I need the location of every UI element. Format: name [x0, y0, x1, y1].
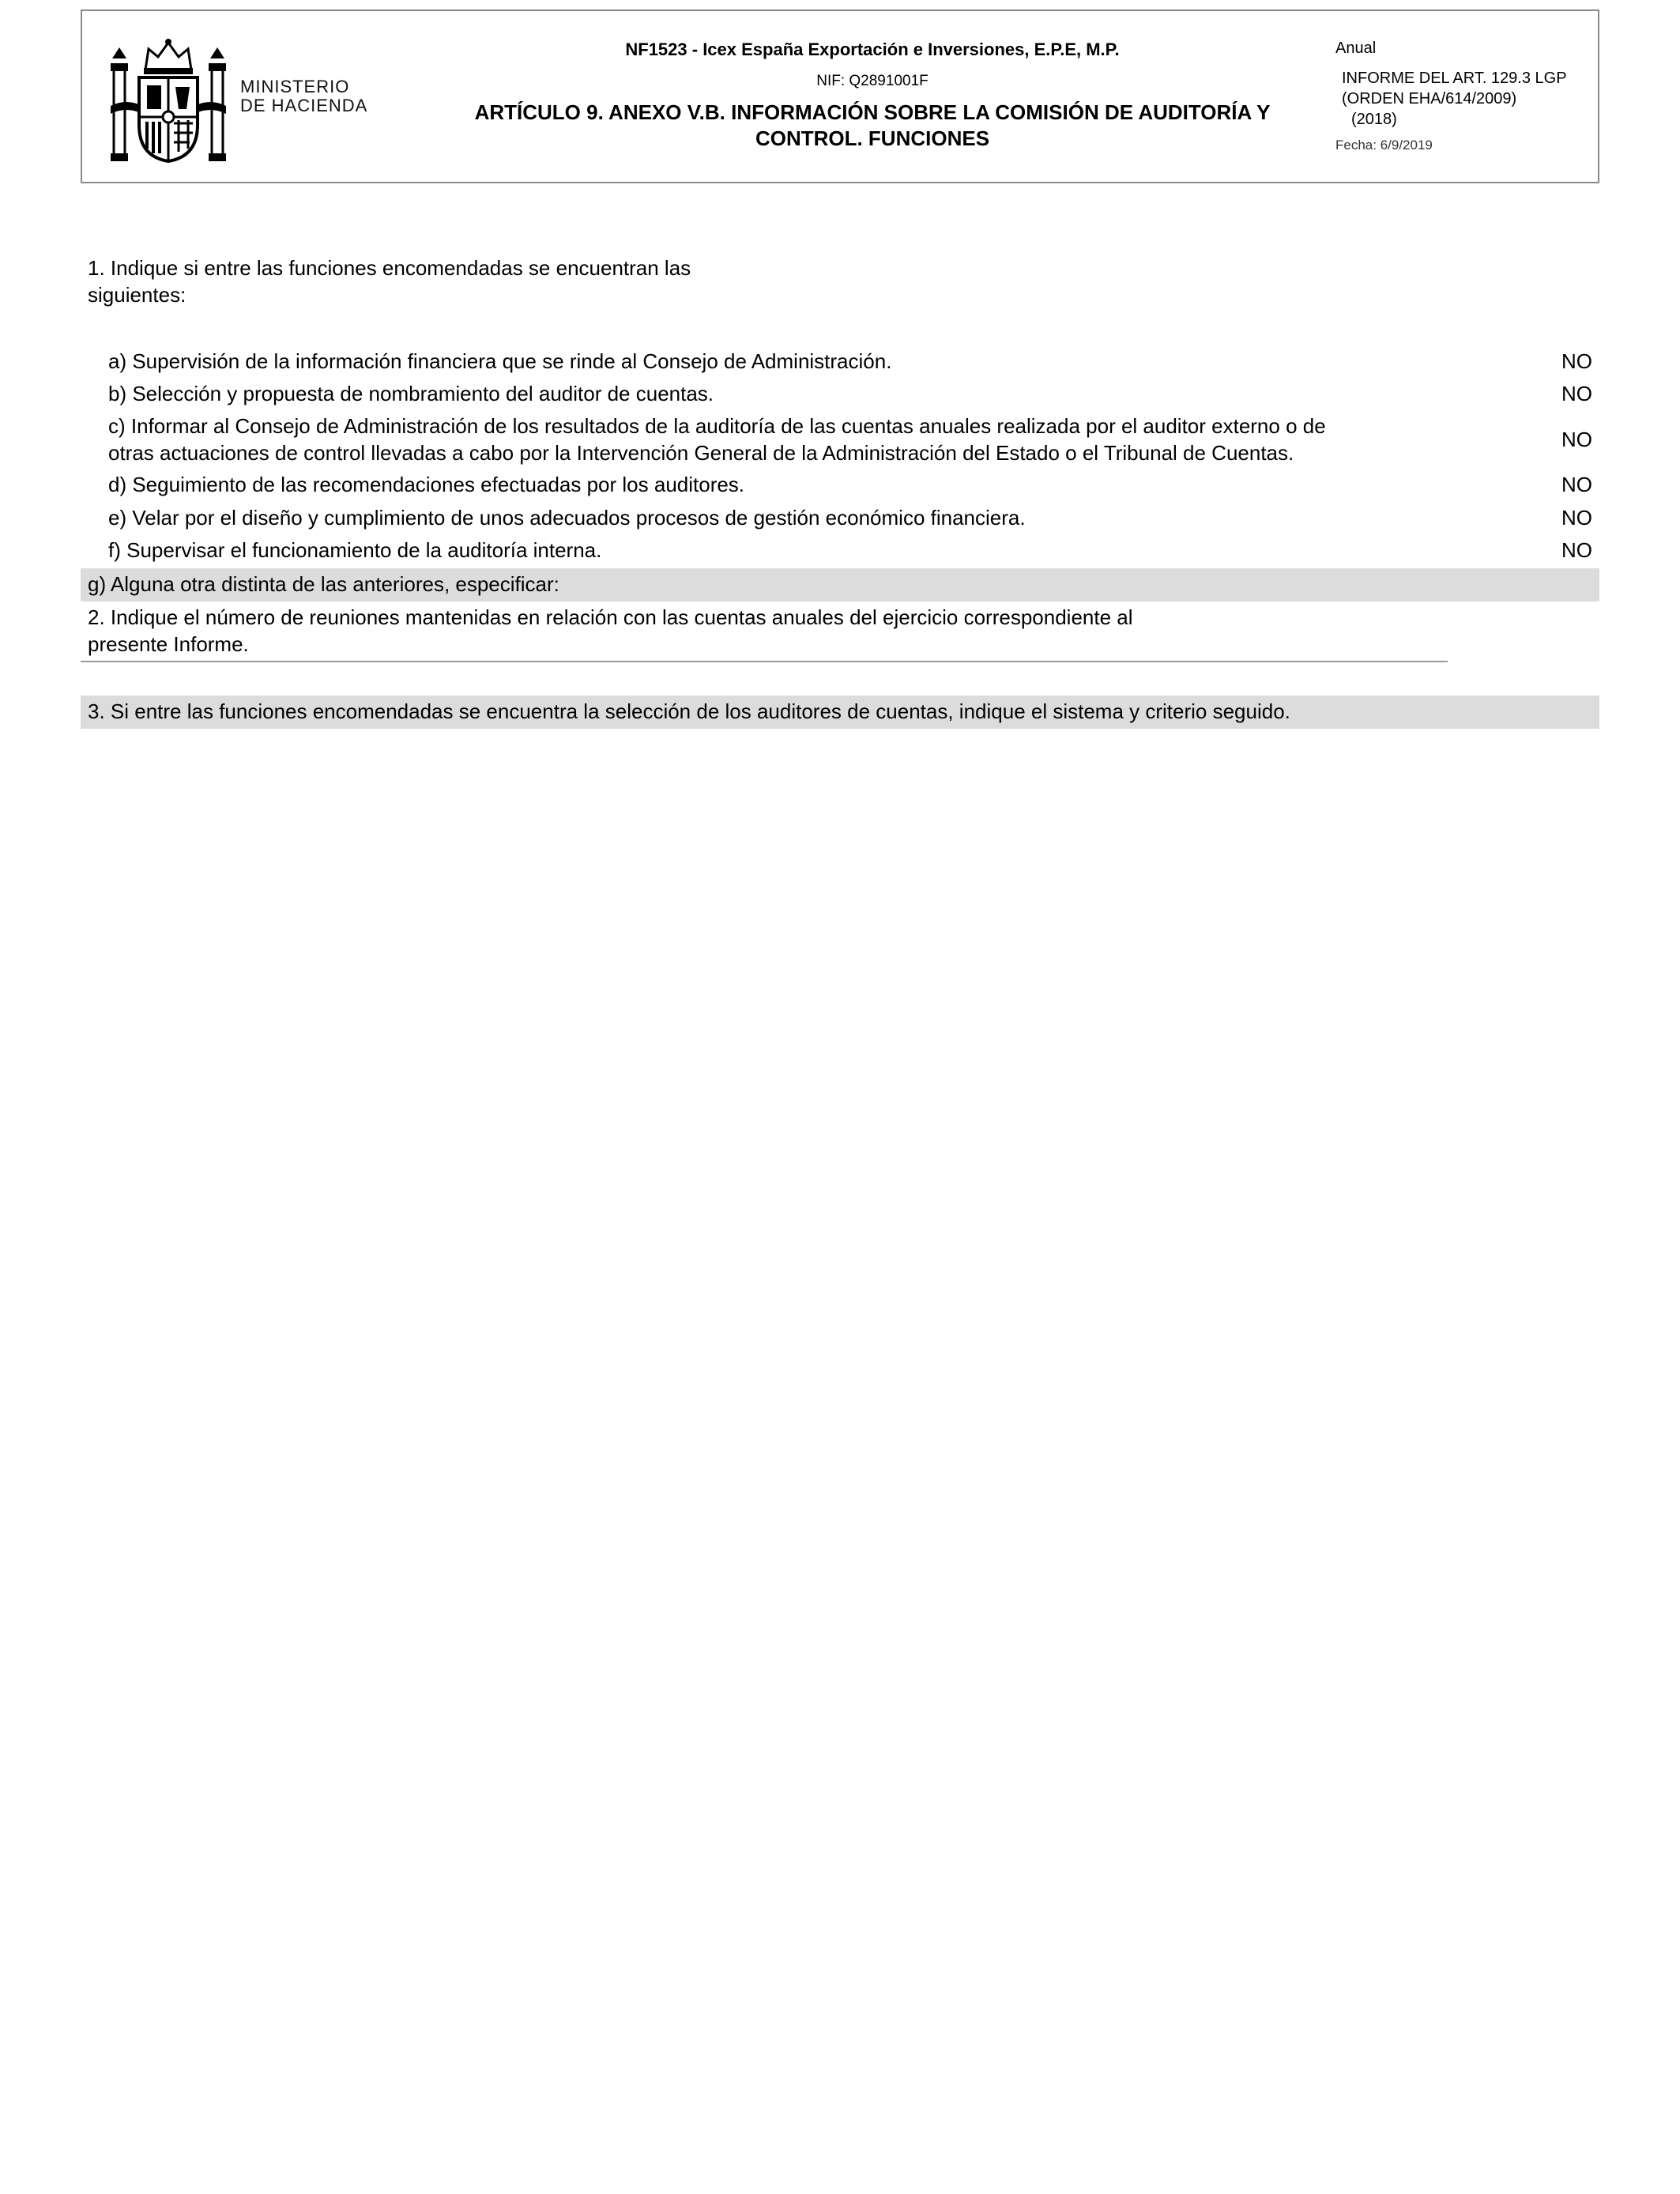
function-item-d: d) Seguimiento de las recomendaciones efectuadas por los auditores.	[108, 473, 745, 496]
function-item-e: e) Velar por el diseño y cumplimiento de unos adecuados procesos de gestión económico financiera.	[108, 506, 1026, 530]
function-item-b: b) Selección y propuesta de nombramiento del auditor de cuentas.	[108, 382, 714, 405]
report-year: (2018)	[1351, 111, 1397, 128]
other-function-label: g) Alguna otra distinta de las anteriores, especificar:	[88, 572, 559, 596]
question-1	[88, 254, 799, 308]
document-title-line-1: ARTÍCULO 9. ANEXO V.B. INFORMACIÓN SOBRE LA COMISIÓN DE AUDITORÍA Y	[474, 100, 1271, 124]
report-reference-line-1: INFORME DEL ART. 129.3 LGP	[1342, 70, 1567, 87]
function-answer-a: NO	[1561, 349, 1592, 373]
document-title	[359, 100, 1386, 152]
coat-of-arms-icon	[111, 38, 226, 164]
question-1-line-2: siguientes:	[88, 283, 186, 307]
ministry-logo-text	[240, 77, 367, 115]
report-header	[81, 9, 1599, 183]
report-period: Anual	[1335, 40, 1377, 57]
report-reference	[1342, 68, 1567, 130]
function-item-c	[108, 413, 1420, 466]
function-answer-b: NO	[1561, 382, 1592, 405]
function-item-f: f) Supervisar el funcionamiento de la auditoría interna.	[108, 538, 602, 562]
document-title-line-2: CONTROL. FUNCIONES	[755, 126, 990, 150]
function-answer-f: NO	[1561, 538, 1592, 562]
question-3: 3. Si entre las funciones encomendadas se encuentra la selección de los auditores de cuentas, indique el sistema y criterio seguido.	[88, 699, 1290, 723]
question-2-line-1: 2. Indique el número de reuniones mantenidas en relación con las cuentas anuales del ejercicio correspondiente al	[88, 605, 1133, 629]
function-item-c-line-2: otras actuaciones de control llevadas a cabo por la Intervención General de la Administración del Estado o el Tribunal de Cuentas.	[108, 441, 1294, 465]
function-item-a: a) Supervisión de la información financiera que se rinde al Consejo de Administración.	[108, 349, 892, 373]
function-answer-d: NO	[1561, 473, 1592, 496]
function-item-c-line-1: c) Informar al Consejo de Administración de los resultados de la auditoría de las cuentas anuales realizada por el auditor externo o de	[108, 414, 1326, 438]
organization-name: NF1523 - Icex España Exportación e Inversiones, E.P.E, M.P.	[625, 40, 1120, 59]
section-divider	[81, 661, 1448, 662]
question-2-line-2: presente Informe.	[88, 632, 249, 656]
nif-number: NIF: Q2891001F	[816, 73, 929, 89]
function-answer-c: NO	[1561, 428, 1592, 451]
function-answer-e: NO	[1561, 506, 1592, 530]
report-reference-line-2: (ORDEN EHA/614/2009)	[1342, 90, 1517, 107]
question-2	[88, 604, 1289, 658]
ministry-line-2: DE HACIENDA	[240, 96, 368, 115]
ministry-line-1: MINISTERIO	[240, 77, 350, 96]
report-date: Fecha: 6/9/2019	[1335, 138, 1433, 153]
question-1-line-1: 1. Indique si entre las funciones encomendadas se encuentran las	[88, 256, 691, 280]
